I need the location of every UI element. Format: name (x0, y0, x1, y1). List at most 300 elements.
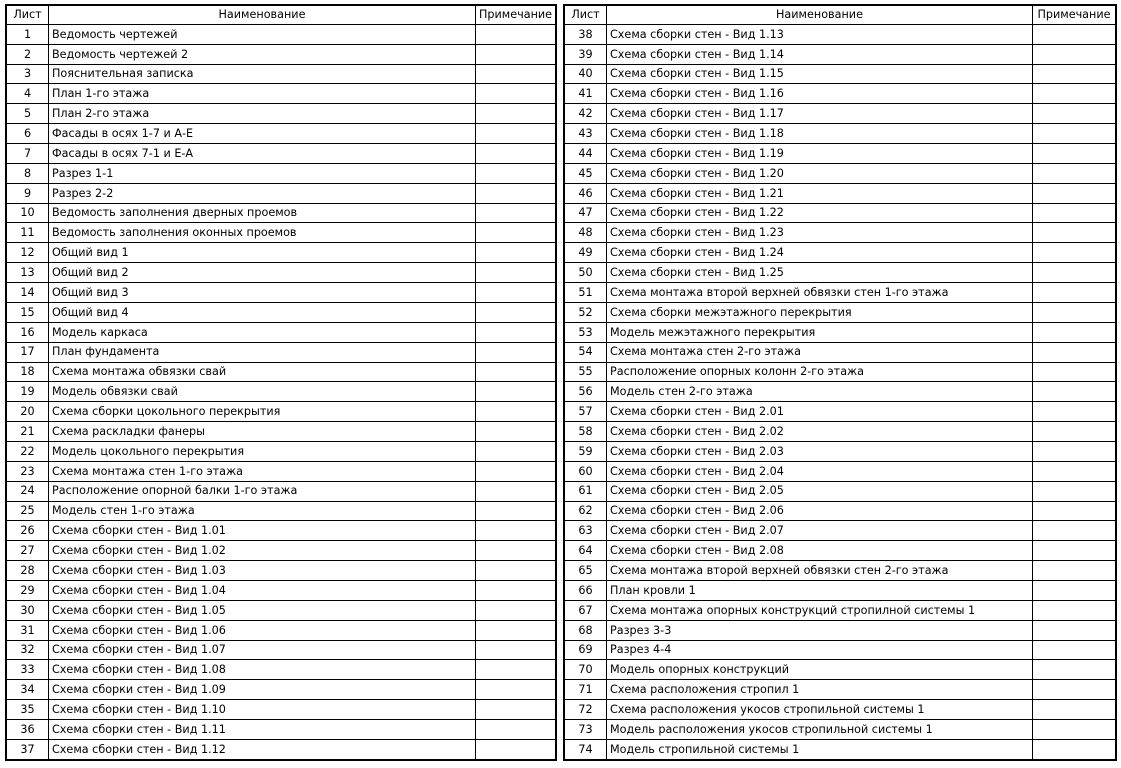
sheet-number-cell: 38 (565, 24, 607, 44)
sheet-note-cell (476, 660, 556, 680)
sheet-number-cell: 15 (7, 302, 49, 322)
sheet-number-cell: 60 (565, 461, 607, 481)
table-row (7, 580, 556, 600)
sheet-number-cell: 46 (565, 183, 607, 203)
sheet-note-cell (1033, 283, 1116, 303)
table-row (565, 84, 1116, 104)
sheet-note-cell (1033, 342, 1116, 362)
sheet-number-cell: 12 (7, 243, 49, 263)
header-note: Примечание (476, 6, 556, 25)
sheet-number-cell: 30 (7, 600, 49, 620)
sheet-number-cell: 44 (565, 144, 607, 164)
sheet-note-cell (1033, 104, 1116, 124)
sheet-note-cell (476, 441, 556, 461)
table-row (565, 521, 1116, 541)
sheet-name-cell: Схема сборки стен - Вид 1.14 (607, 44, 1033, 64)
sheet-note-cell (1033, 223, 1116, 243)
sheet-number-cell: 27 (7, 541, 49, 561)
sheet-note-cell (1033, 362, 1116, 382)
sheet-number-cell: 70 (565, 660, 607, 680)
sheet-note-cell (476, 223, 556, 243)
sheet-name-cell: Модель каркаса (49, 322, 476, 342)
table-row (7, 243, 556, 263)
sheet-note-cell (476, 719, 556, 739)
sheet-number-cell: 7 (7, 144, 49, 164)
sheet-name-cell: Схема сборки стен - Вид 1.19 (607, 144, 1033, 164)
sheet-name-cell: Схема сборки стен - Вид 1.09 (49, 680, 476, 700)
sheet-number-cell: 64 (565, 541, 607, 561)
sheet-note-cell (1033, 561, 1116, 581)
sheet-name-cell: План 2-го этажа (49, 104, 476, 124)
table-row (7, 680, 556, 700)
sheet-name-cell: Общий вид 4 (49, 302, 476, 322)
sheet-number-cell: 4 (7, 84, 49, 104)
sheet-number-cell: 43 (565, 124, 607, 144)
sheet-name-cell: Модель стен 2-го этажа (607, 382, 1033, 402)
table-row (565, 441, 1116, 461)
table-row (7, 561, 556, 581)
sheet-name-cell: Модель обвязки свай (49, 382, 476, 402)
sheet-note-cell (476, 640, 556, 660)
sheet-name-cell: Схема сборки стен - Вид 2.02 (607, 422, 1033, 442)
drawings-list-table-right (564, 5, 1116, 760)
sheet-name-cell: Ведомость чертежей 2 (49, 44, 476, 64)
sheet-number-cell: 1 (7, 24, 49, 44)
table-row (565, 481, 1116, 501)
sheet-note-cell (1033, 422, 1116, 442)
sheet-name-cell: Ведомость чертежей (49, 24, 476, 44)
sheet-name-cell: Схема сборки стен - Вид 2.06 (607, 501, 1033, 521)
table-row (7, 183, 556, 203)
sheet-note-cell (476, 64, 556, 84)
sheet-name-cell: Схема сборки стен - Вид 1.11 (49, 719, 476, 739)
table-row (7, 84, 556, 104)
sheet-note-cell (476, 44, 556, 64)
sheet-note-cell (1033, 719, 1116, 739)
sheet-number-cell: 19 (7, 382, 49, 402)
table-row (7, 521, 556, 541)
sheet-name-cell: Ведомость заполнения дверных проемов (49, 203, 476, 223)
table-row (565, 223, 1116, 243)
table-row (7, 24, 556, 44)
sheet-name-cell: Схема сборки стен - Вид 2.07 (607, 521, 1033, 541)
sheet-name-cell: Схема сборки стен - Вид 1.12 (49, 739, 476, 759)
sheet-note-cell (476, 561, 556, 581)
table-row (565, 243, 1116, 263)
sheet-name-cell: Схема сборки стен - Вид 1.07 (49, 640, 476, 660)
table-row (565, 144, 1116, 164)
table-row (7, 501, 556, 521)
sheet-number-cell: 16 (7, 322, 49, 342)
sheet-number-cell: 20 (7, 402, 49, 422)
table-row (7, 44, 556, 64)
sheet-name-cell: Схема монтажа обвязки свай (49, 362, 476, 382)
header-sheet: Лист (7, 6, 49, 25)
sheet-name-cell: План кровли 1 (607, 580, 1033, 600)
table-row (565, 561, 1116, 581)
sheet-number-cell: 11 (7, 223, 49, 243)
sheet-note-cell (476, 680, 556, 700)
sheet-note-cell (476, 203, 556, 223)
sheet-note-cell (1033, 402, 1116, 422)
sheet-number-cell: 63 (565, 521, 607, 541)
header-sheet: Лист (565, 6, 607, 25)
sheet-name-cell: Разрез 3-3 (607, 620, 1033, 640)
sheet-name-cell: Схема сборки стен - Вид 2.01 (607, 402, 1033, 422)
sheet-note-cell (1033, 382, 1116, 402)
sheet-note-cell (1033, 64, 1116, 84)
sheet-note-cell (1033, 461, 1116, 481)
sheet-number-cell: 58 (565, 422, 607, 442)
sheet-note-cell (476, 422, 556, 442)
table-header-row (565, 6, 1116, 25)
sheet-number-cell: 68 (565, 620, 607, 640)
sheet-name-cell: Схема сборки стен - Вид 1.05 (49, 600, 476, 620)
table-row (7, 739, 556, 759)
sheet-number-cell: 45 (565, 163, 607, 183)
sheet-note-cell (476, 739, 556, 759)
sheet-number-cell: 56 (565, 382, 607, 402)
header-name: Наименование (49, 6, 476, 25)
table-row (7, 302, 556, 322)
table-row (7, 640, 556, 660)
sheet-name-cell: Разрез 1-1 (49, 163, 476, 183)
sheet-number-cell: 3 (7, 64, 49, 84)
sheet-note-cell (476, 24, 556, 44)
sheet-number-cell: 73 (565, 719, 607, 739)
sheet-note-cell (1033, 501, 1116, 521)
sheet-number-cell: 53 (565, 322, 607, 342)
sheet-number-cell: 72 (565, 700, 607, 720)
table-row (7, 402, 556, 422)
table-row (565, 600, 1116, 620)
table-row (565, 64, 1116, 84)
sheet-name-cell: Схема сборки стен - Вид 1.03 (49, 561, 476, 581)
table-body-right (565, 24, 1116, 759)
sheet-name-cell: Схема сборки стен - Вид 1.25 (607, 263, 1033, 283)
sheet-name-cell: Схема сборки стен - Вид 1.22 (607, 203, 1033, 223)
sheet-name-cell: Фасады в осях 1-7 и А-Е (49, 124, 476, 144)
sheet-note-cell (476, 243, 556, 263)
sheet-number-cell: 65 (565, 561, 607, 581)
table-row (565, 700, 1116, 720)
table-row (565, 382, 1116, 402)
sheet-name-cell: Схема сборки стен - Вид 1.08 (49, 660, 476, 680)
sheet-note-cell (1033, 243, 1116, 263)
sheet-note-cell (476, 700, 556, 720)
table-row (565, 580, 1116, 600)
sheet-name-cell: Схема раскладки фанеры (49, 422, 476, 442)
table-row (7, 203, 556, 223)
sheet-number-cell: 22 (7, 441, 49, 461)
sheet-note-cell (1033, 620, 1116, 640)
sheet-number-cell: 59 (565, 441, 607, 461)
sheet-number-cell: 26 (7, 521, 49, 541)
table-row (565, 124, 1116, 144)
sheet-note-cell (476, 521, 556, 541)
sheet-number-cell: 61 (565, 481, 607, 501)
sheet-note-cell (476, 302, 556, 322)
sheet-name-cell: Расположение опорных колонн 2-го этажа (607, 362, 1033, 382)
sheet-name-cell: Модель расположения укосов стропильной системы 1 (607, 719, 1033, 739)
sheet-note-cell (476, 263, 556, 283)
table-row (7, 104, 556, 124)
sheet-number-cell: 29 (7, 580, 49, 600)
sheet-note-cell (1033, 302, 1116, 322)
sheet-number-cell: 33 (7, 660, 49, 680)
sheet-name-cell: Общий вид 2 (49, 263, 476, 283)
sheet-number-cell: 71 (565, 680, 607, 700)
sheet-number-cell: 32 (7, 640, 49, 660)
sheet-name-cell: Модель стен 1-го этажа (49, 501, 476, 521)
sheet-number-cell: 41 (565, 84, 607, 104)
sheet-number-cell: 67 (565, 600, 607, 620)
sheet-note-cell (1033, 700, 1116, 720)
sheet-name-cell: Схема сборки стен - Вид 1.17 (607, 104, 1033, 124)
sheet-name-cell: Схема монтажа второй верхней обвязки стен 1-го этажа (607, 283, 1033, 303)
sheet-name-cell: Схема сборки стен - Вид 1.20 (607, 163, 1033, 183)
sheet-number-cell: 6 (7, 124, 49, 144)
table-row (565, 422, 1116, 442)
sheet-number-cell: 69 (565, 640, 607, 660)
sheet-note-cell (1033, 183, 1116, 203)
table-row (565, 739, 1116, 759)
sheet-number-cell: 36 (7, 719, 49, 739)
sheet-note-cell (1033, 541, 1116, 561)
sheet-name-cell: Схема сборки стен - Вид 1.02 (49, 541, 476, 561)
table-row (7, 461, 556, 481)
table-row (7, 541, 556, 561)
table-row (565, 362, 1116, 382)
table-body-left (7, 24, 556, 759)
sheet-number-cell: 35 (7, 700, 49, 720)
sheet-name-cell: Схема сборки стен - Вид 1.15 (607, 64, 1033, 84)
table-row (7, 441, 556, 461)
sheet-note-cell (1033, 580, 1116, 600)
sheet-name-cell: Схема монтажа второй верхней обвязки стен 2-го этажа (607, 561, 1033, 581)
sheet-number-cell: 49 (565, 243, 607, 263)
sheet-name-cell: Схема сборки стен - Вид 1.23 (607, 223, 1033, 243)
table-row (7, 342, 556, 362)
sheet-name-cell: Общий вид 1 (49, 243, 476, 263)
table-row (7, 263, 556, 283)
sheet-number-cell: 39 (565, 44, 607, 64)
sheet-note-cell (476, 600, 556, 620)
sheet-number-cell: 28 (7, 561, 49, 581)
sheet-note-cell (1033, 124, 1116, 144)
table-row (565, 640, 1116, 660)
sheet-note-cell (476, 362, 556, 382)
sheet-number-cell: 57 (565, 402, 607, 422)
sheet-note-cell (1033, 144, 1116, 164)
sheet-note-cell (1033, 481, 1116, 501)
sheet-number-cell: 50 (565, 263, 607, 283)
sheet-note-cell (476, 283, 556, 303)
table-row (565, 44, 1116, 64)
sheet-name-cell: Схема расположения укосов стропильной системы 1 (607, 700, 1033, 720)
table-row (565, 342, 1116, 362)
table-row (7, 719, 556, 739)
table-row (565, 322, 1116, 342)
sheet-note-cell (476, 163, 556, 183)
table-header-row (7, 6, 556, 25)
sheet-note-cell (476, 183, 556, 203)
sheet-number-cell: 37 (7, 739, 49, 759)
table-row (7, 481, 556, 501)
sheet-name-cell: Пояснительная записка (49, 64, 476, 84)
table-row (565, 541, 1116, 561)
sheet-name-cell: Расположение опорной балки 1-го этажа (49, 481, 476, 501)
sheet-name-cell: Схема сборки стен - Вид 1.21 (607, 183, 1033, 203)
sheet-number-cell: 21 (7, 422, 49, 442)
sheet-number-cell: 55 (565, 362, 607, 382)
drawings-list-table-left (6, 5, 556, 760)
table-row (565, 680, 1116, 700)
table-row (565, 24, 1116, 44)
sheet-name-cell: Схема сборки стен - Вид 2.03 (607, 441, 1033, 461)
sheet-number-cell: 2 (7, 44, 49, 64)
sheet-note-cell (1033, 24, 1116, 44)
sheet-name-cell: Схема сборки цокольного перекрытия (49, 402, 476, 422)
table-row (565, 263, 1116, 283)
sheet-number-cell: 51 (565, 283, 607, 303)
table-row (565, 461, 1116, 481)
sheet-number-cell: 24 (7, 481, 49, 501)
sheet-name-cell: Фасады в осях 7-1 и Е-А (49, 144, 476, 164)
sheet-note-cell (1033, 521, 1116, 541)
sheet-note-cell (476, 124, 556, 144)
sheet-note-cell (1033, 322, 1116, 342)
sheet-number-cell: 42 (565, 104, 607, 124)
sheet-note-cell (476, 481, 556, 501)
sheet-name-cell: Схема монтажа стен 2-го этажа (607, 342, 1033, 362)
table-row (7, 283, 556, 303)
sheet-note-cell (1033, 84, 1116, 104)
sheet-name-cell: Схема сборки стен - Вид 2.05 (607, 481, 1033, 501)
sheet-number-cell: 40 (565, 64, 607, 84)
sheet-number-cell: 62 (565, 501, 607, 521)
sheet-note-cell (1033, 44, 1116, 64)
table-row (565, 183, 1116, 203)
sheet-note-cell (1033, 640, 1116, 660)
sheet-name-cell: Схема сборки стен - Вид 2.04 (607, 461, 1033, 481)
sheet-name-cell: План фундамента (49, 342, 476, 362)
sheet-name-cell: Схема монтажа опорных конструкций стропилной системы 1 (607, 600, 1033, 620)
sheet-name-cell: Схема сборки стен - Вид 1.06 (49, 620, 476, 640)
sheet-name-cell: Схема сборки стен - Вид 1.16 (607, 84, 1033, 104)
table-row (7, 124, 556, 144)
sheet-note-cell (1033, 680, 1116, 700)
table-row (7, 382, 556, 402)
sheet-name-cell: Модель стропильной системы 1 (607, 739, 1033, 759)
table-row (565, 660, 1116, 680)
sheet-note-cell (1033, 263, 1116, 283)
sheet-number-cell: 48 (565, 223, 607, 243)
sheet-note-cell (476, 501, 556, 521)
sheet-number-cell: 52 (565, 302, 607, 322)
sheet-note-cell (1033, 163, 1116, 183)
table-row (565, 501, 1116, 521)
table-row (7, 322, 556, 342)
sheet-name-cell: План 1-го этажа (49, 84, 476, 104)
header-note: Примечание (1033, 6, 1116, 25)
sheet-note-cell (476, 541, 556, 561)
table-row (565, 402, 1116, 422)
sheet-number-cell: 13 (7, 263, 49, 283)
sheet-name-cell: Схема сборки межэтажного перекрытия (607, 302, 1033, 322)
sheet-name-cell: Схема монтажа стен 1-го этажа (49, 461, 476, 481)
sheet-name-cell: Схема сборки стен - Вид 1.18 (607, 124, 1033, 144)
sheet-name-cell: Модель опорных конструкций (607, 660, 1033, 680)
header-name: Наименование (607, 6, 1033, 25)
sheet-number-cell: 9 (7, 183, 49, 203)
sheet-number-cell: 17 (7, 342, 49, 362)
sheet-name-cell: Модель межэтажного перекрытия (607, 322, 1033, 342)
table-row (565, 302, 1116, 322)
table-row (565, 163, 1116, 183)
sheet-number-cell: 31 (7, 620, 49, 640)
sheet-name-cell: Схема сборки стен - Вид 1.01 (49, 521, 476, 541)
table-row (7, 362, 556, 382)
sheet-number-cell: 18 (7, 362, 49, 382)
sheet-name-cell: Схема сборки стен - Вид 1.10 (49, 700, 476, 720)
table-row (7, 620, 556, 640)
sheet-note-cell (476, 84, 556, 104)
sheet-note-cell (476, 461, 556, 481)
sheet-note-cell (476, 144, 556, 164)
sheet-note-cell (476, 620, 556, 640)
table-row (7, 600, 556, 620)
sheet-name-cell: Ведомость заполнения оконных проемов (49, 223, 476, 243)
table-row (7, 144, 556, 164)
sheet-note-cell (1033, 739, 1116, 759)
sheet-number-cell: 25 (7, 501, 49, 521)
table-row (7, 163, 556, 183)
table-row (7, 64, 556, 84)
sheet-name-cell: Разрез 2-2 (49, 183, 476, 203)
sheet-number-cell: 10 (7, 203, 49, 223)
sheet-name-cell: Схема сборки стен - Вид 1.24 (607, 243, 1033, 263)
sheet-note-cell (1033, 600, 1116, 620)
sheet-note-cell (1033, 660, 1116, 680)
sheet-number-cell: 23 (7, 461, 49, 481)
table-row (565, 283, 1116, 303)
table-row (565, 620, 1116, 640)
sheet-number-cell: 66 (565, 580, 607, 600)
table-row (7, 700, 556, 720)
sheet-name-cell: Схема сборки стен - Вид 1.13 (607, 24, 1033, 44)
sheet-name-cell: Схема расположения стропил 1 (607, 680, 1033, 700)
sheet-number-cell: 47 (565, 203, 607, 223)
sheet-number-cell: 54 (565, 342, 607, 362)
sheet-number-cell: 74 (565, 739, 607, 759)
table-row (565, 203, 1116, 223)
sheet-note-cell (476, 342, 556, 362)
table-row (565, 719, 1116, 739)
sheet-note-cell (476, 382, 556, 402)
sheet-note-cell (476, 402, 556, 422)
table-row (7, 660, 556, 680)
sheet-note-cell (1033, 441, 1116, 461)
sheet-name-cell: Схема сборки стен - Вид 2.08 (607, 541, 1033, 561)
table-row (7, 422, 556, 442)
sheet-name-cell: Модель цокольного перекрытия (49, 441, 476, 461)
sheet-number-cell: 14 (7, 283, 49, 303)
sheet-note-cell (476, 580, 556, 600)
sheet-note-cell (476, 322, 556, 342)
sheet-note-cell (1033, 203, 1116, 223)
sheet-note-cell (476, 104, 556, 124)
